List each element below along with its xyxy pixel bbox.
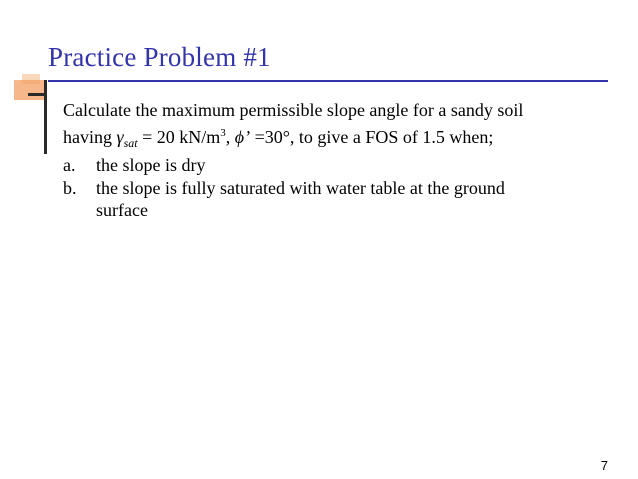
page-number: 7 [600,458,608,473]
slide-title: Practice Problem #1 [48,42,271,72]
unit-exponent: 3 [220,126,226,139]
unit-weight-value: = 20 kN/m [137,126,221,147]
gamma-symbol: γ [116,126,124,147]
decorative-vertical-bar [44,80,47,154]
decorative-accent-orange [14,80,46,100]
list-item-b [63,177,623,200]
separator: , [225,126,235,147]
list-marker: a. [63,155,76,175]
list-item-b-continuation: surface [96,200,148,220]
title-underline [48,80,608,82]
list-marker: b. [63,177,77,198]
problem-line-2 [63,122,623,155]
gamma-subscript: sat [123,135,138,150]
line2-prefix: having [63,126,117,147]
list-item-a [63,154,623,177]
problem-body [63,99,623,222]
line2-rest: =30°, to give a FOS of 1.5 when; [250,126,494,147]
problem-line-1: Calculate the maximum permissible slope angle for a sandy soil [63,100,524,120]
list-item-text: the slope is fully saturated with water table at the ground [96,177,505,198]
list-item-text: the slope is dry [96,155,206,175]
decorative-horizontal-stub [28,93,45,96]
phi-symbol: ϕ’ [234,126,251,147]
